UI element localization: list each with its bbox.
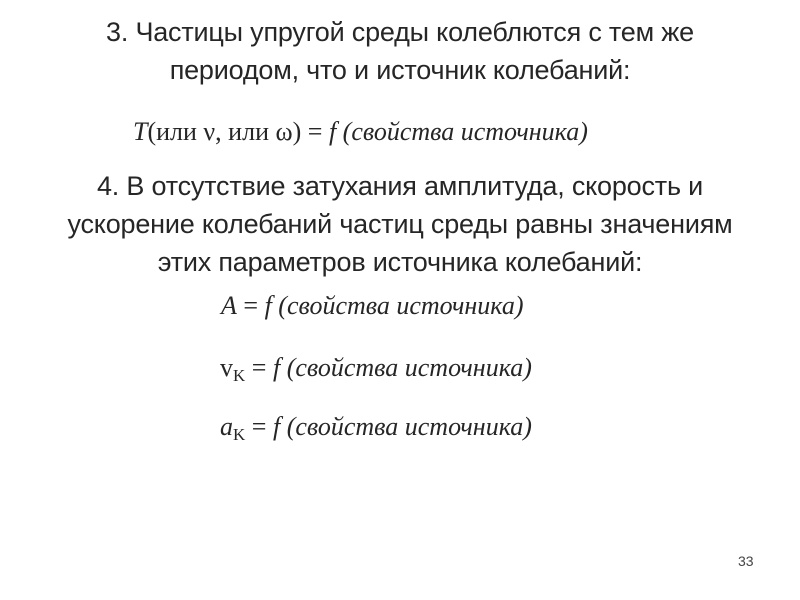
equals-sign: = [245, 412, 273, 441]
formula-amplitude [221, 290, 523, 322]
function-argument: (свойства источника) [336, 117, 588, 146]
velocity-subscript: K [233, 366, 246, 385]
formula-acceleration [220, 411, 532, 446]
point-4-line-1: 4. В отсутствие затухания амплитуда, скорость и [96, 171, 704, 201]
point-3-line-1: 3. Частицы упругой среды колеблются с тем же [106, 17, 694, 47]
period-symbol: T [133, 117, 148, 146]
function-symbol: f [264, 291, 272, 320]
function-symbol: f [272, 353, 281, 382]
function-argument: (свойства источника) [271, 291, 524, 320]
function-symbol: f [272, 412, 281, 441]
formula-velocity [220, 352, 532, 387]
point-4-line-2: ускорение колебаний частиц среды равны значениям [67, 209, 733, 239]
point-3-line-2: периодом, что и источник колебаний: [169, 55, 631, 85]
function-argument: (свойства источника) [280, 412, 532, 441]
acceleration-subscript: K [233, 425, 246, 444]
function-argument: (свойства источника) [280, 353, 532, 382]
velocity-symbol: v [220, 353, 233, 382]
slide-number: 33 [738, 553, 754, 569]
formula-period [133, 116, 588, 148]
point-4-line-3: этих параметров источника колебаний: [157, 247, 643, 277]
acceleration-symbol: a [220, 412, 233, 441]
point-3-text [0, 13, 800, 89]
period-alternatives: (или ν, или ω) = [147, 117, 329, 146]
amplitude-symbol: A [221, 291, 237, 320]
equals-sign: = [245, 353, 273, 382]
point-4-text [0, 167, 800, 281]
function-symbol: f [328, 117, 337, 146]
equals-sign: = [236, 291, 265, 320]
